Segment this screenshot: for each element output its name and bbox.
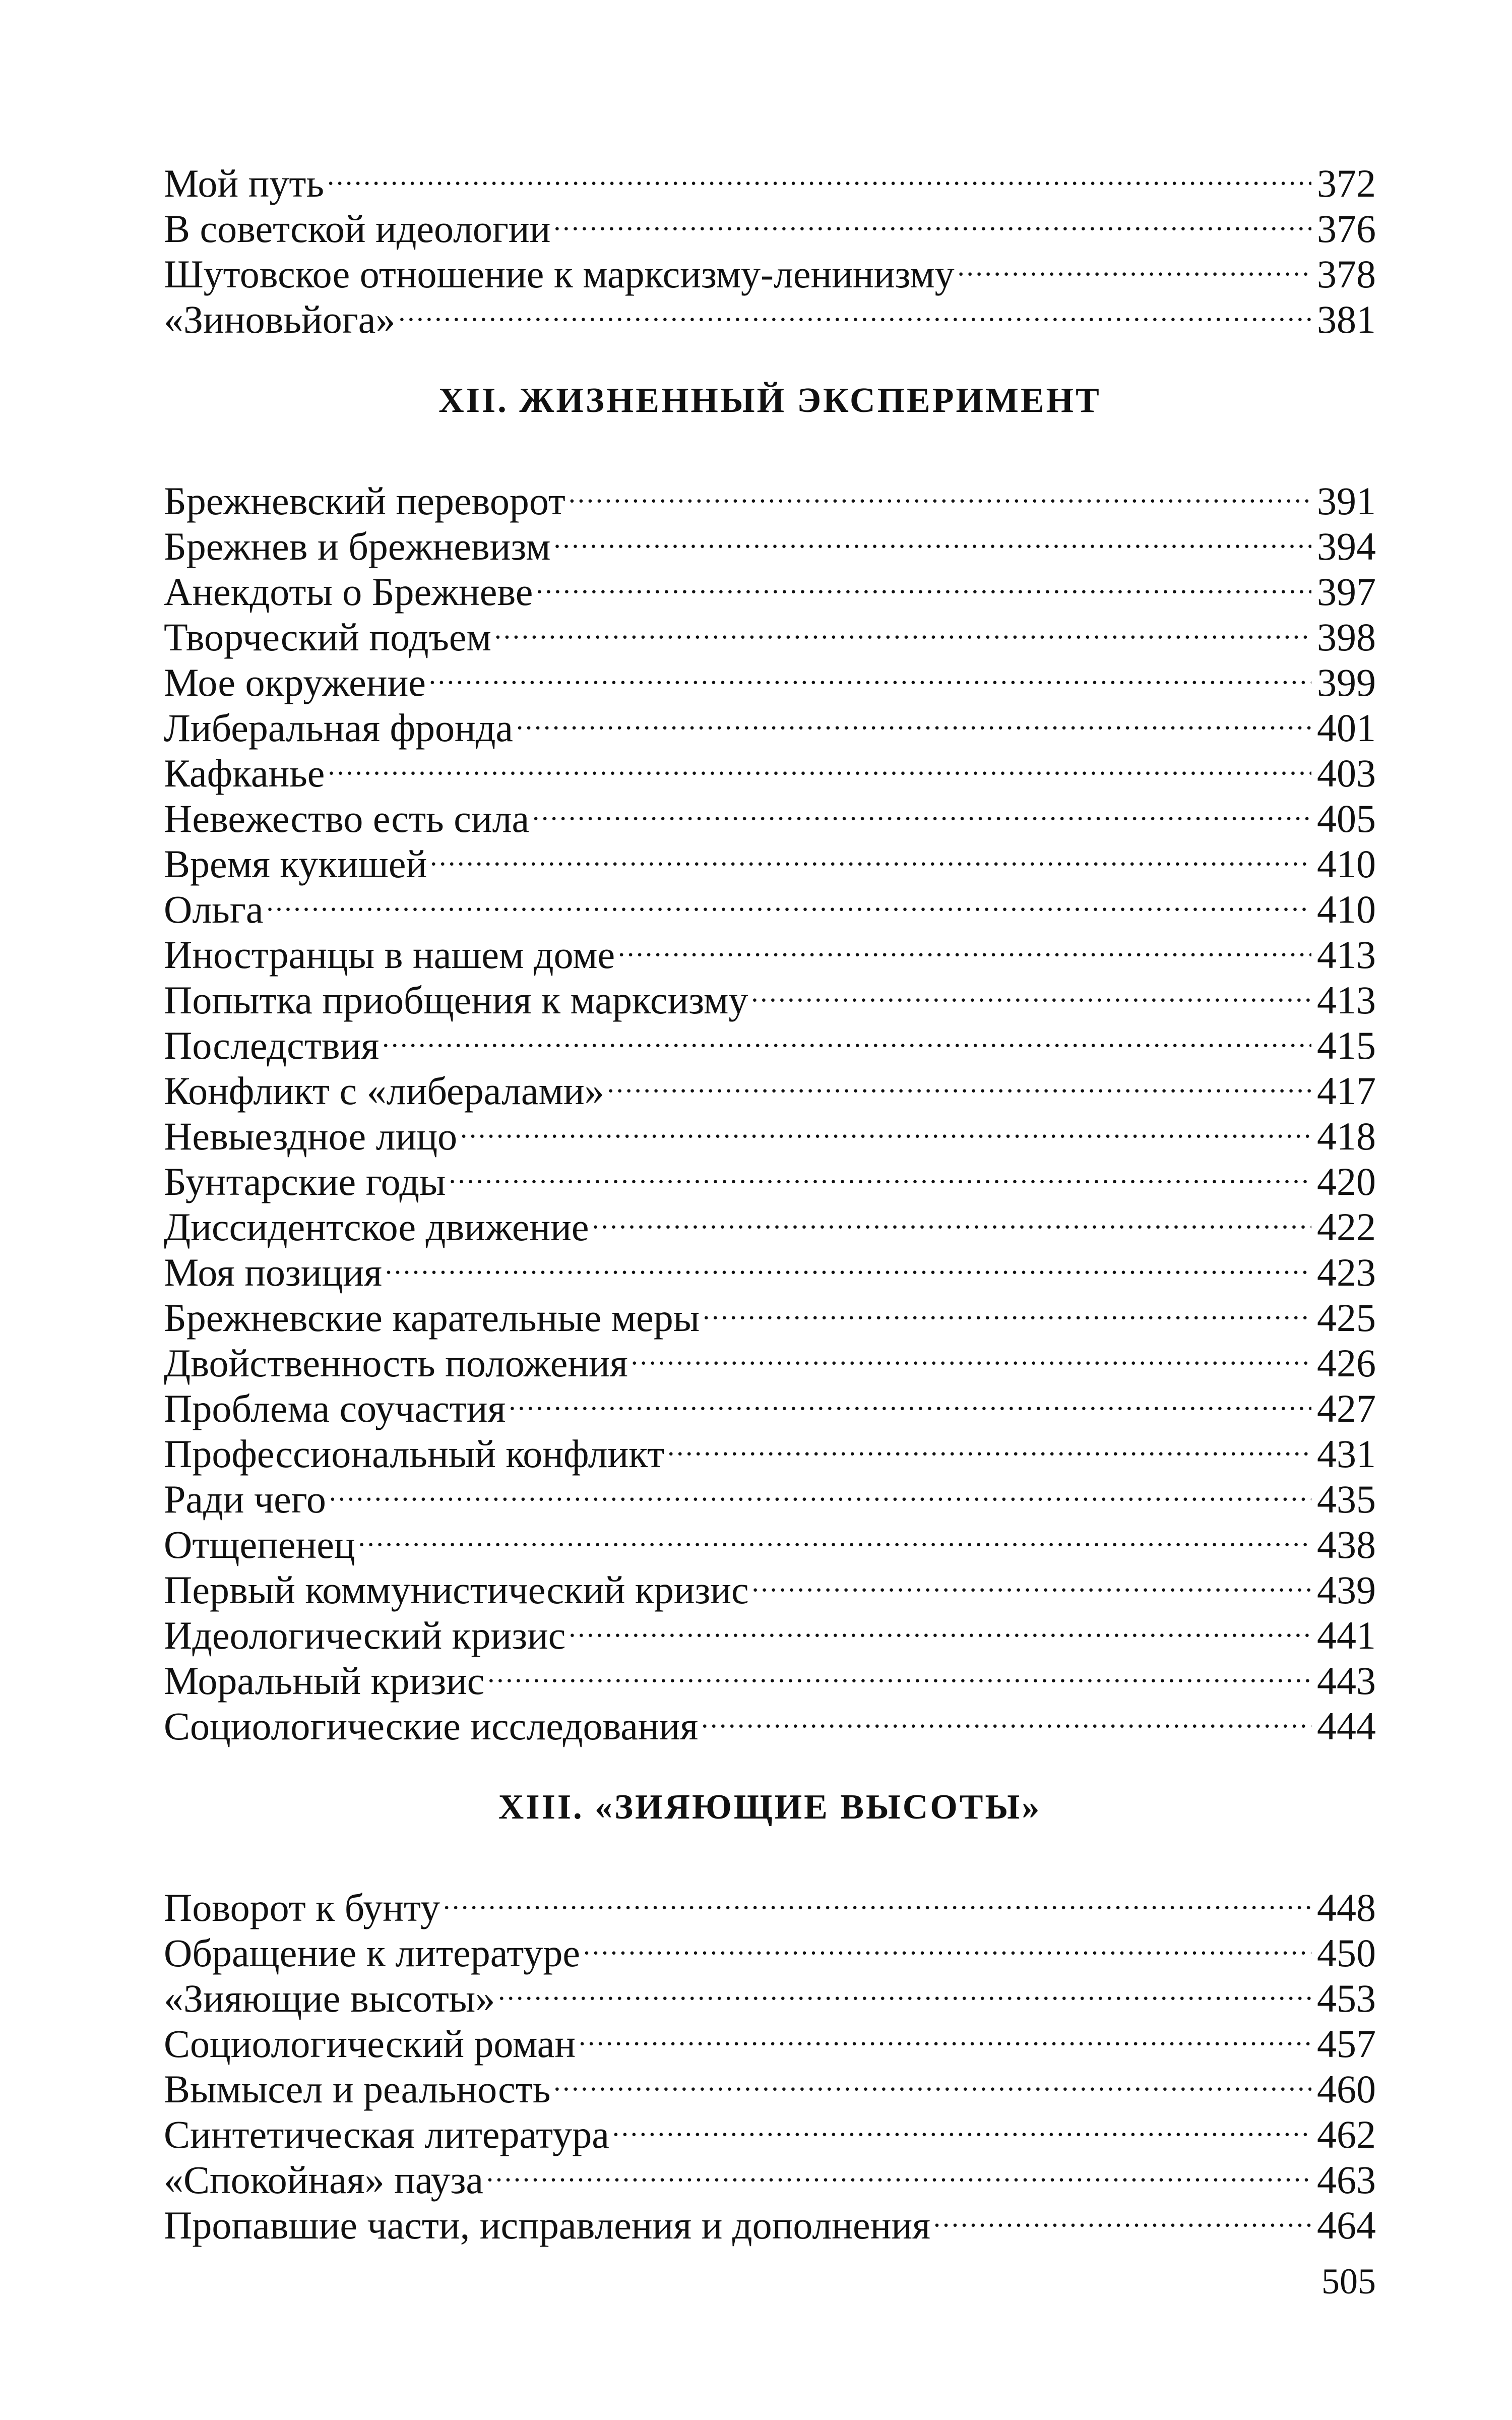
toc-entry-title: Моя позиция	[164, 1250, 382, 1294]
toc-entry-title: Ольга	[164, 887, 264, 931]
toc-entry-title: Профессиональный конфликт	[164, 1432, 665, 1476]
toc-entry-page: 399	[1317, 660, 1376, 704]
dot-leader	[701, 1694, 1311, 1739]
toc-entry-title: Пропавшие части, исправления и дополнения	[164, 2203, 930, 2247]
dot-leader	[569, 1603, 1311, 1649]
section-spacer	[164, 424, 1376, 469]
dot-leader	[958, 242, 1311, 287]
toc-entry-page: 450	[1317, 1931, 1376, 1975]
toc-entry	[164, 1467, 1376, 1521]
dot-leader	[429, 650, 1311, 696]
page-number: 505	[1321, 2261, 1376, 2302]
toc-entry-title: «Спокойная» пауза	[164, 2158, 484, 2202]
toc-entry-title: Диссидентское движение	[164, 1205, 589, 1249]
dot-leader	[631, 1331, 1311, 1376]
dot-leader	[553, 2057, 1311, 2102]
toc-entry-page: 398	[1317, 615, 1376, 659]
dot-leader	[487, 1649, 1311, 1694]
toc-entry-page: 426	[1317, 1341, 1376, 1385]
toc-entry-page: 401	[1317, 706, 1376, 750]
toc-entry-title: Двойственность положения	[164, 1341, 628, 1385]
toc-entry-title: Поворот к бунту	[164, 1886, 440, 1929]
toc-entry	[164, 786, 1376, 840]
toc-entry-page: 460	[1317, 2067, 1376, 2111]
dot-leader	[553, 197, 1311, 242]
toc-entry-title: Отщепенец	[164, 1523, 355, 1566]
dot-leader	[494, 605, 1311, 650]
toc-entry-page: 431	[1317, 1432, 1376, 1476]
section-spacer	[164, 1830, 1376, 1876]
toc-entry-page: 464	[1317, 2203, 1376, 2247]
table-of-contents	[164, 151, 1376, 2247]
dot-leader	[385, 1240, 1311, 1286]
toc-entry-page: 438	[1317, 1523, 1376, 1566]
dot-leader	[460, 1104, 1311, 1150]
toc-entry-page: 448	[1317, 1886, 1376, 1929]
toc-entry	[164, 1876, 1376, 1929]
toc-entry-page: 417	[1317, 1069, 1376, 1113]
toc-entry-title: Анекдоты о Брежневе	[164, 570, 533, 614]
toc-sections	[164, 333, 1376, 2247]
toc-entry-title: Мой путь	[164, 161, 325, 205]
dot-leader	[607, 1059, 1311, 1104]
toc-entry-page: 425	[1317, 1296, 1376, 1340]
toc-entry-page: 381	[1317, 297, 1376, 341]
toc-entry	[164, 151, 1376, 205]
toc-entry-title: Кафканье	[164, 751, 325, 795]
toc-entry-title: Проблема соучастия	[164, 1386, 506, 1430]
section-heading: XII. ЖИЗНЕННЫЙ ЭКСПЕРИМЕНТ	[438, 381, 1101, 420]
toc-entry-title: Бунтарские годы	[164, 1160, 446, 1203]
dot-leader	[382, 1013, 1311, 1059]
toc-entry-page: 422	[1317, 1205, 1376, 1249]
toc-entry-title: Первый коммунистический кризис	[164, 1568, 749, 1612]
toc-entry-title: «Зиновьйога»	[164, 297, 396, 341]
toc-entry-page: 391	[1317, 479, 1376, 523]
toc-entry-title: Невыездное лицо	[164, 1114, 458, 1158]
toc-entry-page: 415	[1317, 1023, 1376, 1067]
dot-leader	[536, 560, 1311, 605]
dot-leader	[553, 514, 1311, 560]
toc-intro-entries	[164, 151, 1376, 341]
toc-entry-page: 403	[1317, 751, 1376, 795]
dot-leader	[569, 469, 1311, 514]
toc-entry	[164, 197, 1376, 251]
dot-leader	[532, 786, 1311, 832]
toc-entry-page: 435	[1317, 1477, 1376, 1521]
dot-leader	[667, 1422, 1311, 1467]
dot-leader	[398, 287, 1311, 333]
toc-entry-page: 439	[1317, 1568, 1376, 1612]
toc-entry-page: 423	[1317, 1250, 1376, 1294]
dot-leader	[449, 1150, 1311, 1195]
toc-entry-title: Синтетическая литература	[164, 2112, 609, 2156]
toc-entry-page: 457	[1317, 2022, 1376, 2066]
dot-leader	[933, 2193, 1311, 2238]
dot-leader	[703, 1286, 1311, 1331]
dot-leader	[358, 1512, 1311, 1558]
toc-entry-page: 443	[1317, 1659, 1376, 1703]
dot-leader	[516, 696, 1311, 741]
dot-leader	[486, 2148, 1311, 2193]
toc-entry	[164, 877, 1376, 931]
toc-entry	[164, 741, 1376, 795]
toc-entry-title: Либеральная фронда	[164, 706, 514, 750]
toc-entry-page: 397	[1317, 570, 1376, 614]
toc-entry-page: 463	[1317, 2158, 1376, 2202]
toc-entry-title: Иностранцы в нашем доме	[164, 933, 615, 977]
toc-entry-page: 378	[1317, 252, 1376, 296]
toc-entry-title: Последствия	[164, 1023, 380, 1067]
dot-leader	[329, 1467, 1311, 1512]
toc-entry-page: 441	[1317, 1613, 1376, 1657]
dot-leader	[509, 1376, 1311, 1422]
toc-entry-title: Ради чего	[164, 1477, 326, 1521]
toc-entry-page: 413	[1317, 978, 1376, 1022]
toc-entry-title: Время кукишей	[164, 842, 427, 886]
dot-leader	[498, 1966, 1311, 2012]
dot-leader	[583, 1921, 1311, 1966]
toc-entry-title: Вымысел и реальность	[164, 2067, 551, 2111]
toc-entry-title: Социологические исследования	[164, 1704, 699, 1748]
toc-entry-title: В советской идеологии	[164, 207, 551, 251]
dot-leader	[266, 877, 1311, 923]
toc-entry-page: 376	[1317, 207, 1376, 251]
toc-entry-title: Моральный кризис	[164, 1659, 485, 1703]
dot-leader	[430, 832, 1311, 877]
toc-entry-page: 413	[1317, 933, 1376, 977]
dot-leader	[752, 1558, 1311, 1603]
dot-leader	[579, 2012, 1311, 2057]
toc-entry-page: 418	[1317, 1114, 1376, 1158]
dot-leader	[592, 1195, 1312, 1240]
toc-entry-page: 405	[1317, 797, 1376, 840]
toc-entry-title: Конфликт с «либералами»	[164, 1069, 604, 1113]
toc-entry-page: 453	[1317, 1976, 1376, 2020]
toc-entry	[164, 1512, 1376, 1566]
toc-entry-title: Обращение к литературе	[164, 1931, 580, 1975]
section-heading: XIII. «ЗИЯЮЩИЕ ВЫСОТЫ»	[498, 1788, 1042, 1827]
dot-leader	[328, 741, 1311, 786]
toc-entry-title: «Зияющие высоты»	[164, 1976, 495, 2020]
toc-entry-page: 427	[1317, 1386, 1376, 1430]
toc-entry-page: 394	[1317, 524, 1376, 568]
dot-leader	[612, 2102, 1311, 2148]
toc-entry-title: Брежневский переворот	[164, 479, 565, 523]
toc-section-entries	[164, 469, 1376, 1748]
toc-entry-title: Брежнев и брежневизм	[164, 524, 551, 568]
toc-section-entries	[164, 1876, 1376, 2247]
toc-entry-page: 462	[1317, 2112, 1376, 2156]
dot-leader	[618, 923, 1311, 968]
toc-entry-page: 410	[1317, 887, 1376, 931]
toc-entry-title: Невежество есть сила	[164, 797, 530, 840]
toc-entry-title: Идеологический кризис	[164, 1613, 566, 1657]
toc-entry-page: 372	[1317, 161, 1376, 205]
toc-entry-title: Мое окружение	[164, 660, 426, 704]
toc-entry-page: 420	[1317, 1160, 1376, 1203]
toc-entry-title: Брежневские карательные меры	[164, 1296, 700, 1340]
dot-leader	[443, 1876, 1311, 1921]
toc-entry-title: Шутовское отношение к марксизму-ленинизму	[164, 252, 955, 296]
toc-entry-page: 410	[1317, 842, 1376, 886]
dot-leader	[327, 151, 1311, 197]
toc-entry-title: Социологический роман	[164, 2022, 576, 2066]
dot-leader	[751, 968, 1311, 1013]
toc-entry-title: Попытка приобщения к марксизму	[164, 978, 748, 1022]
toc-entry	[164, 923, 1376, 977]
toc-entry-page: 444	[1317, 1704, 1376, 1748]
toc-entry	[164, 469, 1376, 523]
toc-entry-title: Творческий подъем	[164, 615, 491, 659]
